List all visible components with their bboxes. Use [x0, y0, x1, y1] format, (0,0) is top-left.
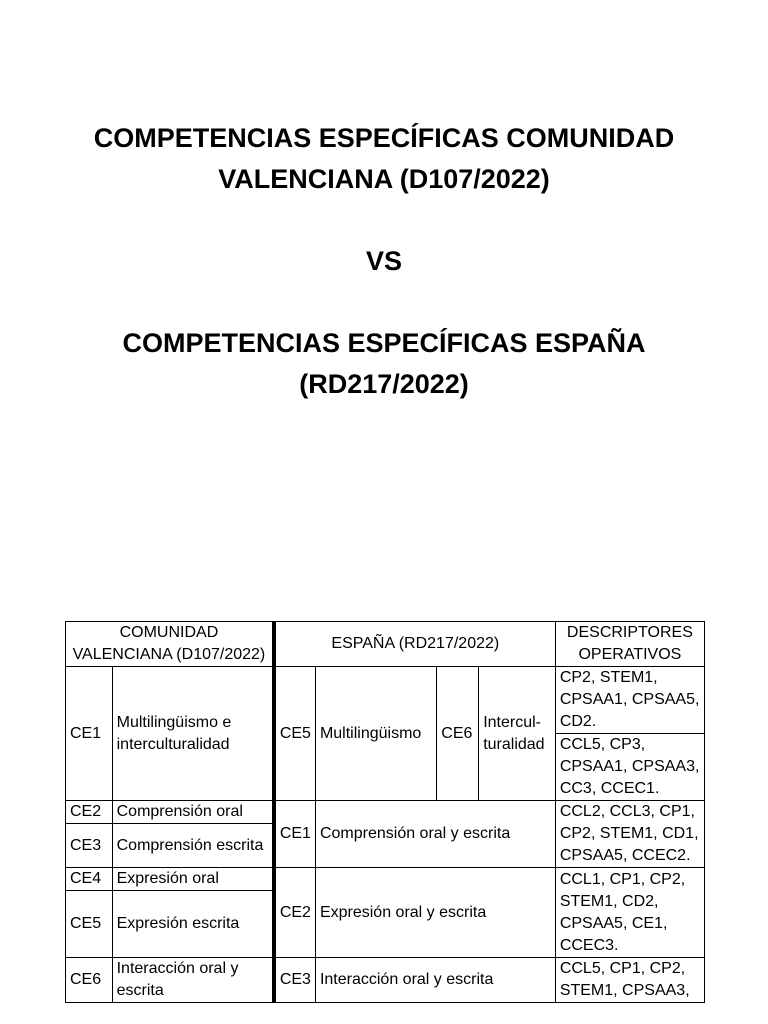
table-row — [66, 667, 705, 734]
descriptor-cell: CCL2, CCL3, CP1, CP2, STEM1, CD1, CPSAA5, CCEC2. — [555, 801, 704, 868]
cv-name-cell: Interacción oral y escrita — [112, 958, 274, 1003]
descriptor-cell: CCL5, CP1, CP2, STEM1, CPSAA3, — [555, 958, 704, 1003]
es-name-cell: Expresión oral y escrita — [315, 868, 555, 958]
title-line-4: (RD217/2022) — [299, 369, 469, 399]
cv-code-cell: CE2 — [66, 801, 113, 824]
table-row — [66, 801, 705, 824]
title-vs: VS — [365, 246, 403, 276]
es-code-cell: CE1 — [274, 801, 316, 868]
es-name-cell: Comprensión oral y escrita — [315, 801, 555, 868]
descriptor-cell: CCL1, CP1, CP2, STEM1, CD2, CPSAA5, CE1, CCEC3. — [555, 868, 704, 958]
es-name-cell: Multilingüismo — [315, 667, 436, 801]
document-title — [0, 118, 768, 405]
table-row — [66, 868, 705, 891]
cv-code-cell: CE1 — [66, 667, 113, 801]
cv-name-cell: Multilingüismo e interculturalidad — [112, 667, 274, 801]
header-comunidad-valenciana: COMUNIDAD VALENCIANA (D107/2022) — [66, 622, 274, 667]
title-line-1: COMPETENCIAS ESPECÍFICAS COMUNIDAD — [93, 123, 675, 153]
es-name-cell-2: Intercul-turalidad — [479, 667, 556, 801]
cv-name-cell: Expresión escrita — [112, 891, 274, 958]
cv-code-cell: CE4 — [66, 868, 113, 891]
es-code-cell: CE3 — [274, 958, 316, 1003]
es-code-cell-2: CE6 — [437, 667, 479, 801]
cv-name-cell: Expresión oral — [112, 868, 274, 891]
title-line-2: VALENCIANA (D107/2022) — [218, 164, 550, 194]
table-header-row — [66, 622, 705, 667]
cv-name-cell: Comprensión oral — [112, 801, 274, 824]
es-code-cell: CE2 — [274, 868, 316, 958]
cv-code-cell: CE3 — [66, 824, 113, 868]
cv-code-cell: CE6 — [66, 958, 113, 1003]
cv-code-cell: CE5 — [66, 891, 113, 958]
es-name-cell: Interacción oral y escrita — [315, 958, 555, 1003]
table-row — [66, 958, 705, 1003]
header-descriptores: DESCRIPTORES OPERATIVOS — [555, 622, 704, 667]
title-line-3: COMPETENCIAS ESPECÍFICAS ESPAÑA — [122, 328, 646, 358]
comparison-table — [65, 621, 705, 1003]
header-espana: ESPAÑA (RD217/2022) — [274, 622, 555, 667]
descriptor-cell: CP2, STEM1, CPSAA1, CPSAA5, CD2. — [555, 667, 704, 734]
cv-name-cell: Comprensión escrita — [112, 824, 274, 868]
descriptor-cell-2: CCL5, CP3, CPSAA1, CPSAA3, CC3, CCEC1. — [555, 734, 704, 801]
es-code-cell: CE5 — [274, 667, 316, 801]
